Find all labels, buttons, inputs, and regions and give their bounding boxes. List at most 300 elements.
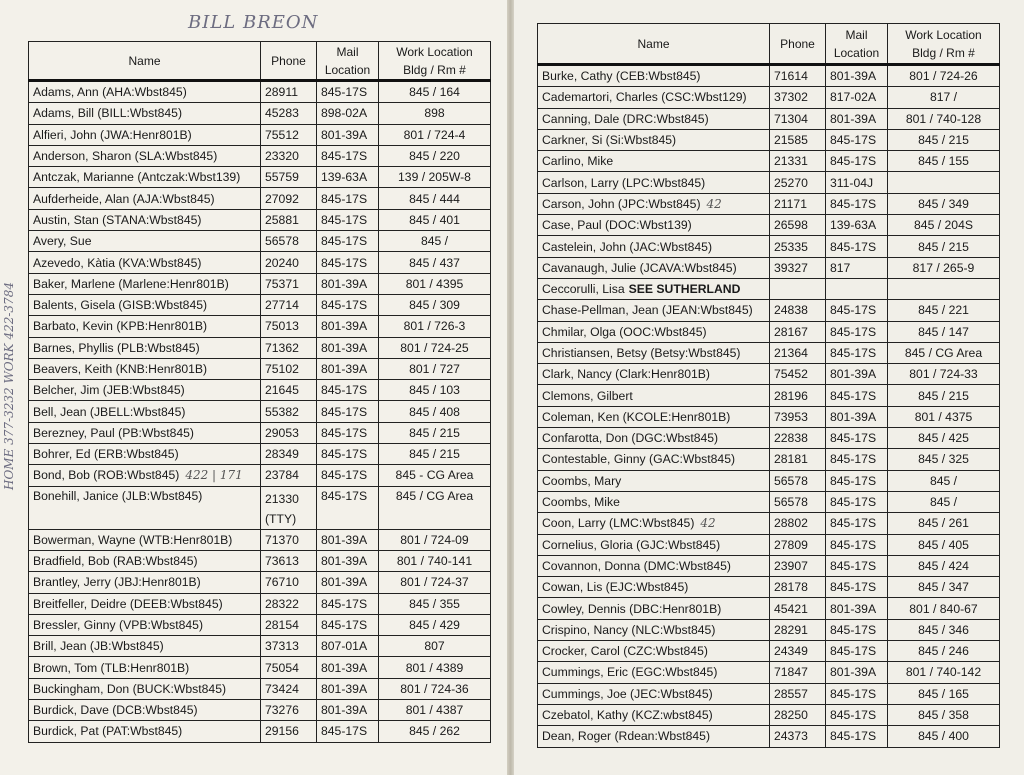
cell-name — [538, 215, 770, 236]
table-row — [538, 193, 1000, 214]
table-row — [538, 151, 1000, 172]
person-name: Coon, Larry (LMC:Wbst845) — [542, 516, 695, 531]
cell-work-location: 801 / 4375 — [888, 406, 1000, 427]
table-row — [29, 636, 491, 657]
cell-mail-location: 801-39A — [826, 364, 888, 385]
cell-name — [538, 726, 770, 747]
table-row — [29, 380, 491, 401]
cell-work-location: 801 / 727 — [379, 358, 491, 379]
header-row — [538, 24, 1000, 65]
cell-work-location: 817 / — [888, 87, 1000, 108]
cell-phone — [770, 598, 826, 619]
phone-number: 37313 — [265, 639, 299, 654]
table-row — [538, 172, 1000, 193]
cell-phone — [770, 726, 826, 747]
cell-phone — [261, 401, 317, 422]
cell-phone — [770, 108, 826, 129]
phone-number: 73613 — [265, 554, 299, 569]
cell-work-location: 845 / — [888, 470, 1000, 491]
cell-name — [538, 491, 770, 512]
cell-mail-location: 845-17S — [826, 683, 888, 704]
cell-mail-location: 801-39A — [317, 572, 379, 593]
table-row — [29, 422, 491, 443]
cell-work-location: 845 / 215 — [379, 444, 491, 465]
table-row — [538, 236, 1000, 257]
table-row — [29, 401, 491, 422]
cell-phone — [770, 364, 826, 385]
cell-work-location: 845 / 262 — [379, 721, 491, 742]
cell-work-location: 801 / 726-3 — [379, 316, 491, 337]
cell-name — [29, 167, 261, 188]
header-work-location: Work Location Bldg / Rm # — [888, 24, 1000, 65]
table-row — [538, 598, 1000, 619]
cell-mail-location: 845-17S — [826, 470, 888, 491]
cell-phone — [770, 555, 826, 576]
phone-number: 21330 — [265, 491, 299, 506]
cell-name — [29, 678, 261, 699]
handwritten-note-bond: 422 | 171 — [185, 468, 243, 483]
cell-phone — [770, 151, 826, 172]
cell-name — [29, 700, 261, 721]
cell-phone — [261, 678, 317, 699]
cell-work-location: 807 — [379, 636, 491, 657]
cell-work-location: 845 / 346 — [888, 619, 1000, 640]
cell-phone — [770, 87, 826, 108]
cell-phone — [261, 273, 317, 294]
table-row — [29, 678, 491, 699]
cell-work-location: 845 / 325 — [888, 449, 1000, 470]
phone-number: 73424 — [265, 681, 299, 696]
person-name: Barnes, Phyllis (PLB:Wbst845) — [33, 340, 200, 355]
header-name: Name — [29, 42, 261, 81]
phone-number: 21585 — [774, 133, 808, 148]
person-name: Cavanaugh, Julie (JCAVA:Wbst845) — [542, 260, 737, 275]
person-name: Cummings, Eric (EGC:Wbst845) — [542, 665, 718, 680]
cell-mail-location: 801-39A — [317, 529, 379, 550]
cell-phone — [261, 486, 317, 529]
cell-phone — [770, 534, 826, 555]
cell-work-location: 845 / 400 — [888, 726, 1000, 747]
phone-number: 45421 — [774, 601, 808, 616]
table-row — [29, 124, 491, 145]
person-name: Castelein, John (JAC:Wbst845) — [542, 239, 713, 254]
cell-work-location: 801 / 740-142 — [888, 662, 1000, 683]
cell-work-location: 845 / 215 — [379, 422, 491, 443]
cell-mail-location: 801-39A — [826, 65, 888, 87]
person-name: Baker, Marlene (Marlene:Henr801B) — [33, 276, 229, 291]
table-row — [538, 577, 1000, 598]
cell-name — [538, 87, 770, 108]
person-name: Cademartori, Charles (CSC:Wbst129) — [542, 90, 747, 105]
person-name: Dean, Roger (Rdean:Wbst845) — [542, 729, 711, 744]
cell-phone — [770, 470, 826, 491]
table-row — [538, 65, 1000, 87]
cell-name — [538, 683, 770, 704]
cell-name — [538, 598, 770, 619]
cell-name — [29, 380, 261, 401]
person-name: Clark, Nancy (Clark:Henr801B) — [542, 367, 710, 382]
cell-name — [29, 657, 261, 678]
phone-number: 76710 — [265, 575, 299, 590]
cell-name — [29, 252, 261, 273]
cell-work-location: 845 / 246 — [888, 641, 1000, 662]
table-row — [538, 449, 1000, 470]
cell-mail-location: 801-39A — [826, 108, 888, 129]
cell-mail-location: 845-17S — [826, 428, 888, 449]
cell-name — [538, 449, 770, 470]
person-name: Bond, Bob (ROB:Wbst845) — [33, 468, 180, 483]
cell-work-location: 845 - CG Area — [379, 465, 491, 486]
cell-phone — [770, 406, 826, 427]
cell-work-location: 845 / 165 — [888, 683, 1000, 704]
cell-phone — [770, 300, 826, 321]
cell-name — [538, 236, 770, 257]
cell-mail-location: 845-17S — [317, 231, 379, 252]
cell-name — [29, 721, 261, 742]
table-row — [29, 145, 491, 166]
cell-work-location: 845 / 261 — [888, 513, 1000, 534]
table-row — [538, 428, 1000, 449]
person-name: Confarotta, Don (DGC:Wbst845) — [542, 431, 719, 446]
cell-mail-location: 845-17S — [317, 465, 379, 486]
table-row — [538, 726, 1000, 747]
table-row — [29, 188, 491, 209]
cell-phone — [770, 513, 826, 534]
cell-work-location: 801 / 724-25 — [379, 337, 491, 358]
table-row — [29, 657, 491, 678]
person-name: Carlino, Mike — [542, 154, 614, 169]
person-name: Belcher, Jim (JEB:Wbst845) — [33, 383, 185, 398]
cell-phone — [261, 700, 317, 721]
cell-work-location: 801 / 4389 — [379, 657, 491, 678]
phone-number: 23320 — [265, 149, 299, 164]
person-name: Bell, Jean (JBELL:Wbst845) — [33, 404, 186, 419]
cell-phone — [770, 193, 826, 214]
cell-mail-location: 845-17S — [826, 236, 888, 257]
person-name: Chase-Pellman, Jean (JEAN:Wbst845) — [542, 303, 753, 318]
table-row — [29, 231, 491, 252]
cell-name — [538, 641, 770, 662]
cell-name — [538, 151, 770, 172]
cell-name — [538, 704, 770, 725]
table-row — [29, 294, 491, 315]
cell-work-location: 845 / 164 — [379, 81, 491, 103]
table-row — [538, 662, 1000, 683]
cell-name — [538, 534, 770, 555]
table-row — [538, 364, 1000, 385]
person-name: Brown, Tom (TLB:Henr801B) — [33, 660, 190, 675]
table-row — [29, 721, 491, 742]
directory-rows-right — [538, 65, 1000, 748]
phone-number: 23784 — [265, 468, 299, 483]
person-name: Balents, Gisela (GISB:Wbst845) — [33, 298, 208, 313]
phone-number: 71370 — [265, 532, 299, 547]
table-row — [29, 529, 491, 550]
table-row — [29, 486, 491, 529]
phone-number: 75013 — [265, 319, 299, 334]
table-row — [538, 491, 1000, 512]
table-row — [538, 470, 1000, 491]
cell-name — [538, 662, 770, 683]
cell-name — [29, 486, 261, 529]
cell-name — [29, 358, 261, 379]
cell-mail-location: 139-63A — [826, 215, 888, 236]
table-row — [538, 321, 1000, 342]
cell-name — [29, 636, 261, 657]
cell-work-location: 845 / 220 — [379, 145, 491, 166]
phone-number: 24373 — [774, 729, 808, 744]
cell-name — [29, 614, 261, 635]
person-name: Bonehill, Janice (JLB:Wbst845) — [33, 488, 203, 503]
table-row — [29, 337, 491, 358]
cell-name — [538, 342, 770, 363]
cell-name — [538, 428, 770, 449]
table-row — [538, 278, 1000, 299]
cell-work-location: 801 / 4395 — [379, 273, 491, 294]
cell-work-location: 845 / 355 — [379, 593, 491, 614]
cell-phone — [770, 129, 826, 150]
cell-phone — [770, 428, 826, 449]
table-row — [29, 593, 491, 614]
cell-name — [29, 422, 261, 443]
phone-number: 56578 — [774, 495, 808, 510]
cell-name — [29, 124, 261, 145]
cell-mail-location: 845-17S — [826, 726, 888, 747]
cell-mail-location: 845-17S — [826, 193, 888, 214]
phone-number: 25335 — [774, 239, 808, 254]
cell-name — [538, 513, 770, 534]
person-name: Covannon, Donna (DMC:Wbst845) — [542, 558, 731, 573]
cell-phone — [770, 172, 826, 193]
cell-work-location: 801 / 740-128 — [888, 108, 1000, 129]
cell-work-location: 817 / 265-9 — [888, 257, 1000, 278]
person-name: Antczak, Marianne (Antczak:Wbst139) — [33, 170, 241, 185]
cell-work-location: 801 / 840-67 — [888, 598, 1000, 619]
cell-phone — [261, 188, 317, 209]
person-name: Canning, Dale (DRC:Wbst845) — [542, 111, 709, 126]
person-name: Chmilar, Olga (OOC:Wbst845) — [542, 324, 707, 339]
cell-mail-location: 845-17S — [826, 619, 888, 640]
table-row — [29, 167, 491, 188]
cell-mail-location: 801-39A — [826, 598, 888, 619]
phone-number: 29156 — [265, 724, 299, 739]
table-row — [538, 215, 1000, 236]
table-row — [29, 209, 491, 230]
phone-number: 25270 — [774, 175, 808, 190]
person-name: Alfieri, John (JWA:Henr801B) — [33, 127, 192, 142]
cell-phone — [261, 103, 317, 124]
cell-work-location: 845 / — [888, 491, 1000, 512]
person-name: Cowley, Dennis (DBC:Henr801B) — [542, 601, 722, 616]
person-name: Anderson, Sharon (SLA:Wbst845) — [33, 149, 218, 164]
cell-name — [538, 300, 770, 321]
cell-mail-location: 845-17S — [826, 321, 888, 342]
cell-name — [29, 529, 261, 550]
table-row — [538, 704, 1000, 725]
cell-work-location: 801 / 724-4 — [379, 124, 491, 145]
cell-name — [538, 193, 770, 214]
phone-number: 73953 — [774, 409, 808, 424]
phone-number: 55759 — [265, 170, 299, 185]
person-name: Austin, Stan (STANA:Wbst845) — [33, 212, 202, 227]
cell-mail-location: 845-17S — [826, 491, 888, 512]
person-name: Burke, Cathy (CEB:Wbst845) — [542, 69, 701, 84]
header-mail-location: Mail Location — [826, 24, 888, 65]
cell-work-location: 801 / 724-36 — [379, 678, 491, 699]
directory-rows-left — [29, 81, 491, 743]
phone-number: 24349 — [774, 644, 808, 659]
phone-number: 21331 — [774, 154, 808, 169]
table-row — [29, 572, 491, 593]
table-row — [538, 534, 1000, 555]
cell-work-location: 845 / 349 — [888, 193, 1000, 214]
phone-number: 75102 — [265, 362, 299, 376]
cell-mail-location: 845-17S — [317, 188, 379, 209]
cell-name — [29, 444, 261, 465]
cell-mail-location: 311-04J — [826, 172, 888, 193]
person-name: Cornelius, Gloria (GJC:Wbst845) — [542, 537, 721, 552]
cell-work-location: 845 / 215 — [888, 129, 1000, 150]
phone-number: 28178 — [774, 580, 808, 595]
cell-mail-location: 845-17S — [826, 534, 888, 555]
cell-mail-location: 845-17S — [826, 704, 888, 725]
cell-phone — [261, 294, 317, 315]
cell-work-location: 801 / 724-37 — [379, 572, 491, 593]
cell-work-location: 845 / 347 — [888, 577, 1000, 598]
cell-mail-location: 845-17S — [826, 555, 888, 576]
table-row — [538, 300, 1000, 321]
table-row — [538, 257, 1000, 278]
phone-number: 28167 — [774, 324, 808, 339]
phone-number: 26598 — [774, 218, 808, 233]
phone-number: 71847 — [774, 665, 808, 680]
cell-name — [29, 209, 261, 230]
header-row — [29, 42, 491, 81]
cell-name — [29, 572, 261, 593]
table-row — [29, 252, 491, 273]
cell-name — [538, 321, 770, 342]
person-name: Cummings, Joe (JEC:Wbst845) — [542, 686, 713, 701]
person-name: Czebatol, Kathy (KCZ:wbst845) — [542, 708, 713, 723]
cell-mail-location: 845-17S — [317, 721, 379, 742]
phone-number: 75054 — [265, 660, 299, 675]
cell-work-location: 845 / 408 — [379, 401, 491, 422]
cell-name — [538, 108, 770, 129]
cell-work-location: 845 / 103 — [379, 380, 491, 401]
table-row — [29, 103, 491, 124]
cell-work-location: 845 / 444 — [379, 188, 491, 209]
cell-mail-location — [826, 278, 888, 299]
person-name: Barbato, Kevin (KPB:Henr801B) — [33, 319, 208, 334]
cell-phone — [261, 721, 317, 742]
phone-number: 29053 — [265, 425, 299, 440]
phone-number: 21171 — [774, 196, 807, 211]
cell-phone — [261, 252, 317, 273]
cell-name — [538, 172, 770, 193]
cell-work-location: 845 / CG Area — [379, 486, 491, 529]
phone-number: 23907 — [774, 558, 808, 573]
person-name: Clemons, Gilbert — [542, 388, 633, 403]
person-name: Bohrer, Ed (ERB:Wbst845) — [33, 447, 179, 462]
cell-work-location: 845 / 215 — [888, 385, 1000, 406]
table-row — [538, 385, 1000, 406]
table-row — [29, 358, 491, 379]
cell-mail-location: 845-17S — [826, 342, 888, 363]
cell-phone — [770, 641, 826, 662]
cell-phone — [261, 657, 317, 678]
cell-phone — [261, 124, 317, 145]
cell-work-location: 845 / 309 — [379, 294, 491, 315]
person-name: Carlson, Larry (LPC:Wbst845) — [542, 175, 706, 190]
phone-number: 24838 — [774, 303, 808, 318]
cell-name — [29, 103, 261, 124]
phone-number: 75512 — [265, 127, 299, 142]
cell-name — [29, 401, 261, 422]
cell-phone — [770, 577, 826, 598]
person-name: Breitfeller, Deidre (DEEB:Wbst845) — [33, 596, 223, 611]
person-name: Coombs, Mary — [542, 473, 622, 488]
header-phone: Phone — [261, 42, 317, 81]
cell-mail-location: 845-17S — [317, 401, 379, 422]
cell-mail-location: 801-39A — [826, 406, 888, 427]
phone-number: 55382 — [265, 404, 299, 419]
cell-work-location: 845 / 405 — [888, 534, 1000, 555]
cell-mail-location: 845-17S — [317, 593, 379, 614]
table-row — [538, 108, 1000, 129]
cell-phone — [770, 342, 826, 363]
person-name: Contestable, Ginny (GAC:Wbst845) — [542, 452, 736, 467]
cell-work-location: 801 / 740-141 — [379, 550, 491, 571]
cell-work-location: 801 / 4387 — [379, 700, 491, 721]
phone-number: 27092 — [265, 191, 299, 206]
phone-number: 28349 — [265, 447, 299, 462]
cell-phone — [261, 614, 317, 635]
phone-note: (TTY) — [265, 511, 297, 526]
cell-mail-location: 845-17S — [826, 300, 888, 321]
cell-name — [29, 593, 261, 614]
cell-mail-location: 845-17S — [317, 145, 379, 166]
cell-mail-location: 801-39A — [826, 662, 888, 683]
cell-mail-location: 845-17S — [826, 577, 888, 598]
cell-phone — [261, 444, 317, 465]
cell-phone — [770, 683, 826, 704]
person-name: Azevedo, Kàtia (KVA:Wbst845) — [33, 255, 202, 270]
phone-number: 22838 — [774, 431, 808, 446]
phone-number: 28154 — [265, 617, 299, 632]
cell-phone — [770, 704, 826, 725]
cell-phone — [261, 337, 317, 358]
person-name: Crocker, Carol (CZC:Wbst845) — [542, 644, 708, 659]
person-name: Aufderheide, Alan (AJA:Wbst845) — [33, 191, 215, 206]
phone-number: 45283 — [265, 106, 299, 121]
cell-mail-location: 801-39A — [317, 550, 379, 571]
person-name: Berezney, Paul (PB:Wbst845) — [33, 425, 194, 440]
cell-phone — [261, 572, 317, 593]
handwritten-note-carson: 42 — [706, 196, 722, 211]
cell-name — [29, 294, 261, 315]
cell-name — [29, 550, 261, 571]
cell-phone — [770, 491, 826, 512]
phone-number: 27714 — [265, 298, 299, 313]
table-row — [29, 700, 491, 721]
phone-number: 75371 — [265, 276, 299, 291]
table-row — [29, 81, 491, 103]
cell-name — [538, 577, 770, 598]
cell-phone — [770, 619, 826, 640]
table-row — [29, 316, 491, 337]
person-name: Brantley, Jerry (JBJ:Henr801B) — [33, 575, 201, 590]
cell-phone — [261, 593, 317, 614]
